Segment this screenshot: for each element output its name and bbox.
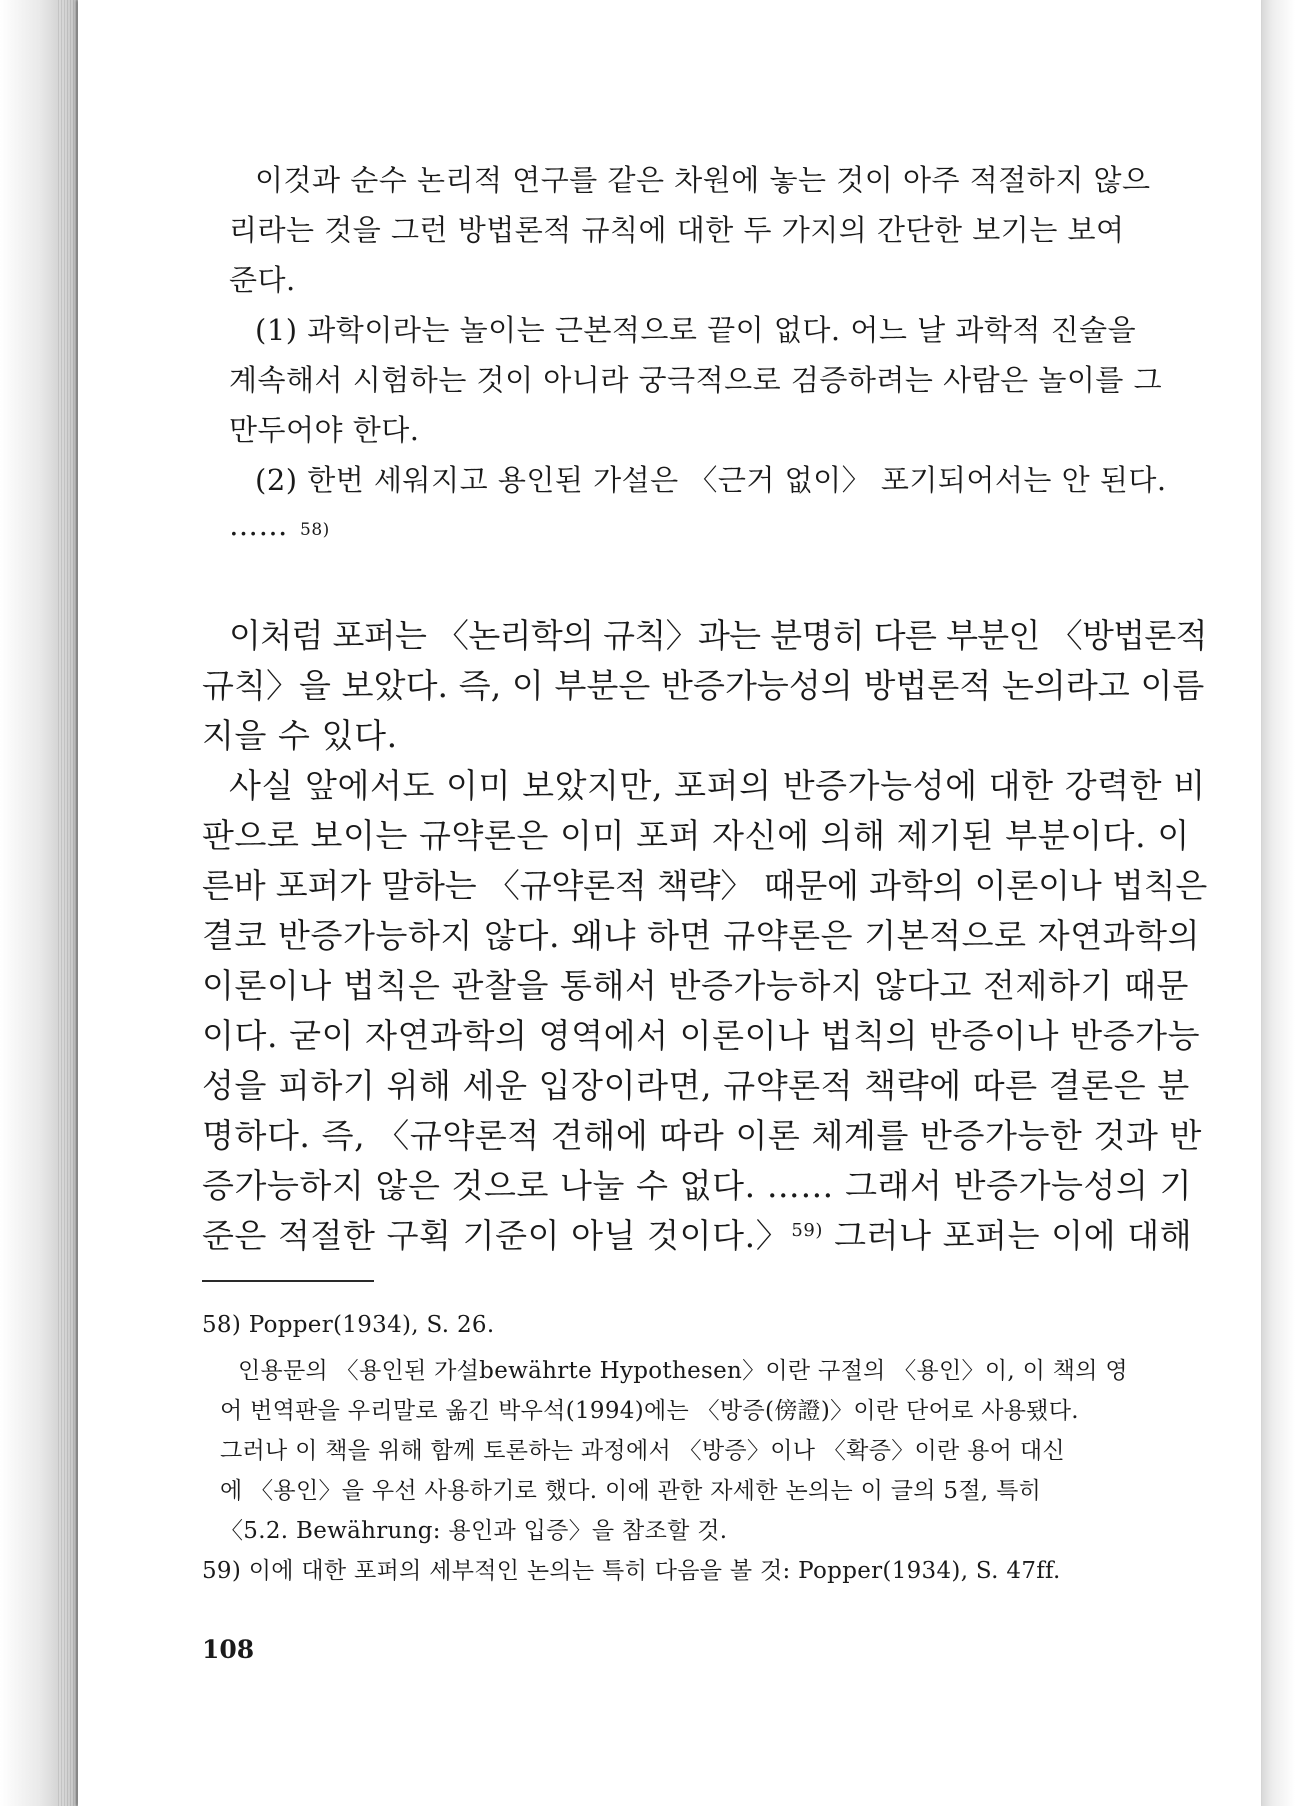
quote-line: 준다. (229, 263, 296, 297)
page-number: 108 (202, 1635, 255, 1664)
quote-line: 리라는 것을 그런 방법론적 규칙에 대한 두 가지의 간단한 보기는 보여 (229, 213, 1125, 247)
body-line: 사실 앞에서도 이미 보았지만, 포퍼의 반증가능성에 대한 강력한 비 (229, 766, 1206, 805)
body-line: 이론이나 법칙은 관찰을 통해서 반증가능하지 않다고 전제하기 때문 (202, 966, 1190, 1005)
body-line: 이처럼 포퍼는 〈논리학의 규칙〉과는 분명히 다른 부분인 〈방법론적 (229, 616, 1207, 655)
page-edge-shadow (1261, 0, 1295, 1806)
book-page (78, 0, 1261, 1806)
body-line: 명하다. 즉, 〈규약론적 견해에 따라 이론 체계를 반증가능한 것과 반 (202, 1116, 1203, 1155)
footnote-line: 인용문의 〈용인된 가설bewährte Hypothesen〉이란 구절의 〈용인〉이, 이 책의 영 (238, 1358, 1128, 1384)
body-line: 성을 피하기 위해 세운 입장이라면, 규약론적 책략에 따른 결론은 분 (202, 1066, 1190, 1105)
body-line-tail: 그러나 포퍼는 이에 대해 (823, 1216, 1193, 1255)
footnote-separator (202, 1280, 374, 1282)
quote-line: (1) 과학이라는 놀이는 근본적으로 끝이 없다. 어느 날 과학적 진술을 (255, 313, 1137, 347)
body-line: 지을 수 있다. (202, 716, 398, 755)
body-line: 결코 반증가능하지 않다. 왜냐 하면 규약론은 기본적으로 자연과학의 (202, 916, 1201, 955)
footnote-ref-58: 58) (300, 520, 330, 540)
body-line: 이다. 굳이 자연과학의 영역에서 이론이나 법칙의 반증이나 반증가능 (202, 1016, 1201, 1055)
body-line-text: 준은 적절한 구획 기준이 아닐 것이다.〉 (202, 1216, 790, 1255)
footnote-58: 58) Popper(1934), S. 26. (202, 1312, 495, 1338)
footnote-59: 59) 이에 대한 포퍼의 세부적인 논의는 특히 다음을 볼 것: Popper(1934), S. 47ff. (202, 1558, 1061, 1584)
body-line: 판으로 보이는 규약론은 이미 포퍼 자신에 의해 제기된 부분이다. 이 (202, 816, 1190, 855)
body-line-last (202, 1210, 1192, 1257)
quote-line-end (229, 508, 330, 542)
book-spine (0, 0, 78, 1806)
ellipsis: …… (229, 508, 288, 542)
body-line: 규칙〉을 보았다. 즉, 이 부분은 반증가능성의 방법론적 논의라고 이름 (202, 666, 1205, 705)
body-line: 증가능하지 않은 것으로 나눌 수 없다. …… 그래서 반증가능성의 기 (202, 1166, 1193, 1205)
footnote-line: 에 〈용인〉을 우선 사용하기로 했다. 이에 관한 자세한 논의는 이 글의 5절, 특히 (220, 1478, 1042, 1504)
quote-line: 만두어야 한다. (229, 413, 420, 447)
footnote-line: 〈5.2. Bewährung: 용인과 입증〉을 참조할 것. (220, 1518, 728, 1544)
footnote-ref-59: 59) (791, 1220, 824, 1241)
footnote-line: 어 번역판을 우리말로 옮긴 박우석(1994)에는 〈방증(傍證)〉이란 단어로 사용됐다. (220, 1398, 1079, 1424)
quote-line: (2) 한번 세워지고 용인된 가설은 〈근거 없이〉 포기되어서는 안 된다. (255, 463, 1167, 497)
quote-line: 이것과 순수 논리적 연구를 같은 차원에 놓는 것이 아주 적절하지 않으 (255, 163, 1151, 197)
footnote-line: 그러나 이 책을 위해 함께 토론하는 과정에서 〈방증〉이나 〈확증〉이란 용어 대신 (220, 1438, 1065, 1464)
body-line: 른바 포퍼가 말하는 〈규약론적 책략〉 때문에 과학의 이론이나 법칙은 (202, 866, 1208, 905)
quote-line: 계속해서 시험하는 것이 아니라 궁극적으로 검증하려는 사람은 놀이를 그 (229, 363, 1163, 397)
